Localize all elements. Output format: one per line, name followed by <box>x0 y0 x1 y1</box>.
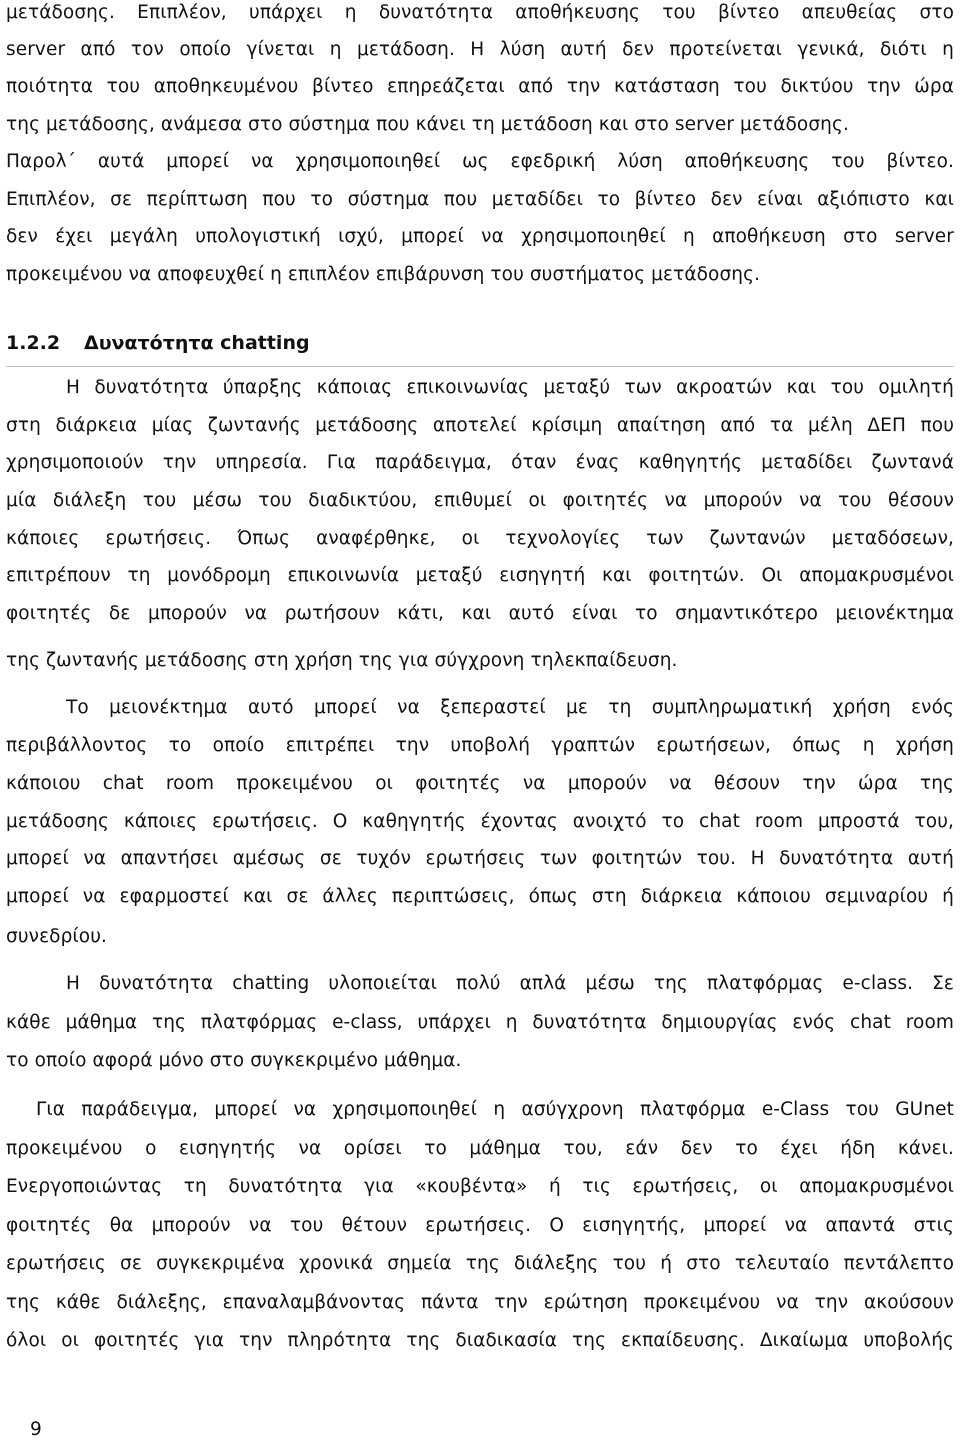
text-line: το οποίο αφορά μόνο στο συγκεκριμένο μάθημα. <box>6 1050 462 1071</box>
text-line: server από τον οποίο γίνεται η μετάδοση. Η λύση αυτή δεν προτείνεται γενικά, διότι η <box>6 39 954 60</box>
section-number: 1.2.2 <box>6 332 61 354</box>
text-line: όλοι οι φοιτητές για την πληρότητα της διαδικασία της εκπαίδευσης. Δικαίωμα υποβολής <box>6 1330 954 1351</box>
section-title: Δυνατότητα chatting <box>84 332 310 354</box>
text-line: Η δυνατότητα chatting υλοποιείται πολύ απλά μέσω της πλατφόρμας e-class. Σε <box>66 973 954 994</box>
text-line: μετάδοσης κάποιες ερωτήσεις. Ο καθηγητής έχοντας ανοιχτό το chat room μπροστά του, <box>6 811 954 832</box>
text-line: μία διάλεξη του μέσω του διαδικτύου, επιθυμεί οι φοιτητές να μπορούν να του θέσουν <box>6 490 954 511</box>
text-line: προκειμένου ο εισηγητής να ορίσει το μάθημα του, εάν δεν το έχει ήδη κάνει. <box>6 1138 954 1159</box>
text-line: κάποιου chat room προκειμένου οι φοιτητές να μπορούν να θέσουν την ώρα της <box>6 773 954 794</box>
text-line: στη διάρκεια μίας ζωντανής μετάδοσης αποτελεί κρίσιμη απαίτηση από τα μέλη ΔΕΠ που <box>6 415 954 436</box>
text-line: περιβάλλοντος το οποίο επιτρέπει την υποβολή γραπτών ερωτήσεων, όπως η χρήση <box>6 735 954 756</box>
text-line: δεν έχει μεγάλη υπολογιστική ισχύ, μπορεί να χρησιμοποιηθεί η αποθήκευση στο server <box>6 226 954 247</box>
text-line: Η δυνατότητα ύπαρξης κάποιας επικοινωνίας μεταξύ των ακροατών και του ομιλητή <box>66 377 954 398</box>
text-line: ερωτήσεις σε συγκεκριμένα χρονικά σημεία της διάλεξης του ή στο τελευταίο πεντάλεπτο <box>6 1253 954 1274</box>
text-line: κάποιες ερωτήσεις. Όπως αναφέρθηκε, οι τεχνολογίες των ζωντανών μεταδόσεων, <box>6 528 954 549</box>
text-line: χρησιμοποιούν την υπηρεσία. Για παράδειγμα, όταν ένας καθηγητής μεταδίδει ζωντανά <box>6 452 954 473</box>
text-line: μετάδοσης. Επιπλέον, υπάρχει η δυνατότητα αποθήκευσης του βίντεο απευθείας στο <box>6 2 954 23</box>
text-line: φοιτητές θα μπορούν να του θέτουν ερωτήσεις. Ο εισηγητής, μπορεί να απαντά στις <box>6 1215 954 1236</box>
page-number: 9 <box>30 1419 42 1440</box>
text-line: της μετάδοσης, ανάμεσα στο σύστημα που κάνει τη μετάδοση και στο server μετάδοσης. <box>6 114 849 135</box>
text-line: επιτρέπουν τη μονόδρομη επικοινωνία μεταξύ εισηγητή και φοιτητών. Οι απομακρυσμένοι <box>6 565 954 586</box>
text-line: μπορεί να εφαρμοστεί και σε άλλες περιπτώσεις, όπως στη διάρκεια κάποιου σεμιναρίου ή <box>6 886 954 907</box>
text-line: φοιτητές δε μπορούν να ρωτήσουν κάτι, και αυτό είναι το σημαντικότερο μειονέκτημα <box>6 603 954 624</box>
text-line: της ζωντανής μετάδοσης στη χρήση της για σύγχρονη τηλεκπαίδευση. <box>6 650 678 671</box>
text-line: κάθε μάθημα της πλατφόρμας e-class, υπάρχει η δυνατότητα δημιουργίας ενός chat room <box>6 1012 954 1033</box>
text-line: της κάθε διάλεξης, επαναλαμβάνοντας πάντα την ερώτηση προκειμένου να την ακούσουν <box>6 1292 954 1313</box>
heading-divider <box>6 366 954 367</box>
section-heading <box>6 330 310 356</box>
text-line: μπορεί να απαντήσει αμέσως σε τυχόν ερωτήσεις των φοιτητών του. Η δυνατότητα αυτή <box>6 848 954 869</box>
text-line: συνεδρίου. <box>6 926 107 947</box>
text-line: Ενεργοποιώντας τη δυνατότητα για «κουβέντα» ή τις ερωτήσεις, οι απομακρυσμένοι <box>6 1176 954 1197</box>
text-line: Παρολ΄ αυτά μπορεί να χρησιμοποιηθεί ως εφεδρική λύση αποθήκευσης του βίντεο. <box>6 151 954 172</box>
text-line: ποιότητα του αποθηκευμένου βίντεο επηρεάζεται από την κατάσταση του δικτύου την ώρα <box>6 76 954 97</box>
text-line: προκειμένου να αποφευχθεί η επιπλέον επιβάρυνση του συστήματος μετάδοσης. <box>6 264 761 285</box>
text-line: Για παράδειγμα, μπορεί να χρησιμοποιηθεί η ασύγχρονη πλατφόρμα e-Class του GUnet <box>36 1099 954 1120</box>
text-line: Επιπλέον, σε περίπτωση που το σύστημα που μεταδίδει το βίντεο δεν είναι αξιόπιστο και <box>6 189 954 210</box>
text-line: Το μειονέκτημα αυτό μπορεί να ξεπεραστεί με τη συμπληρωματική χρήση ενός <box>66 697 954 718</box>
